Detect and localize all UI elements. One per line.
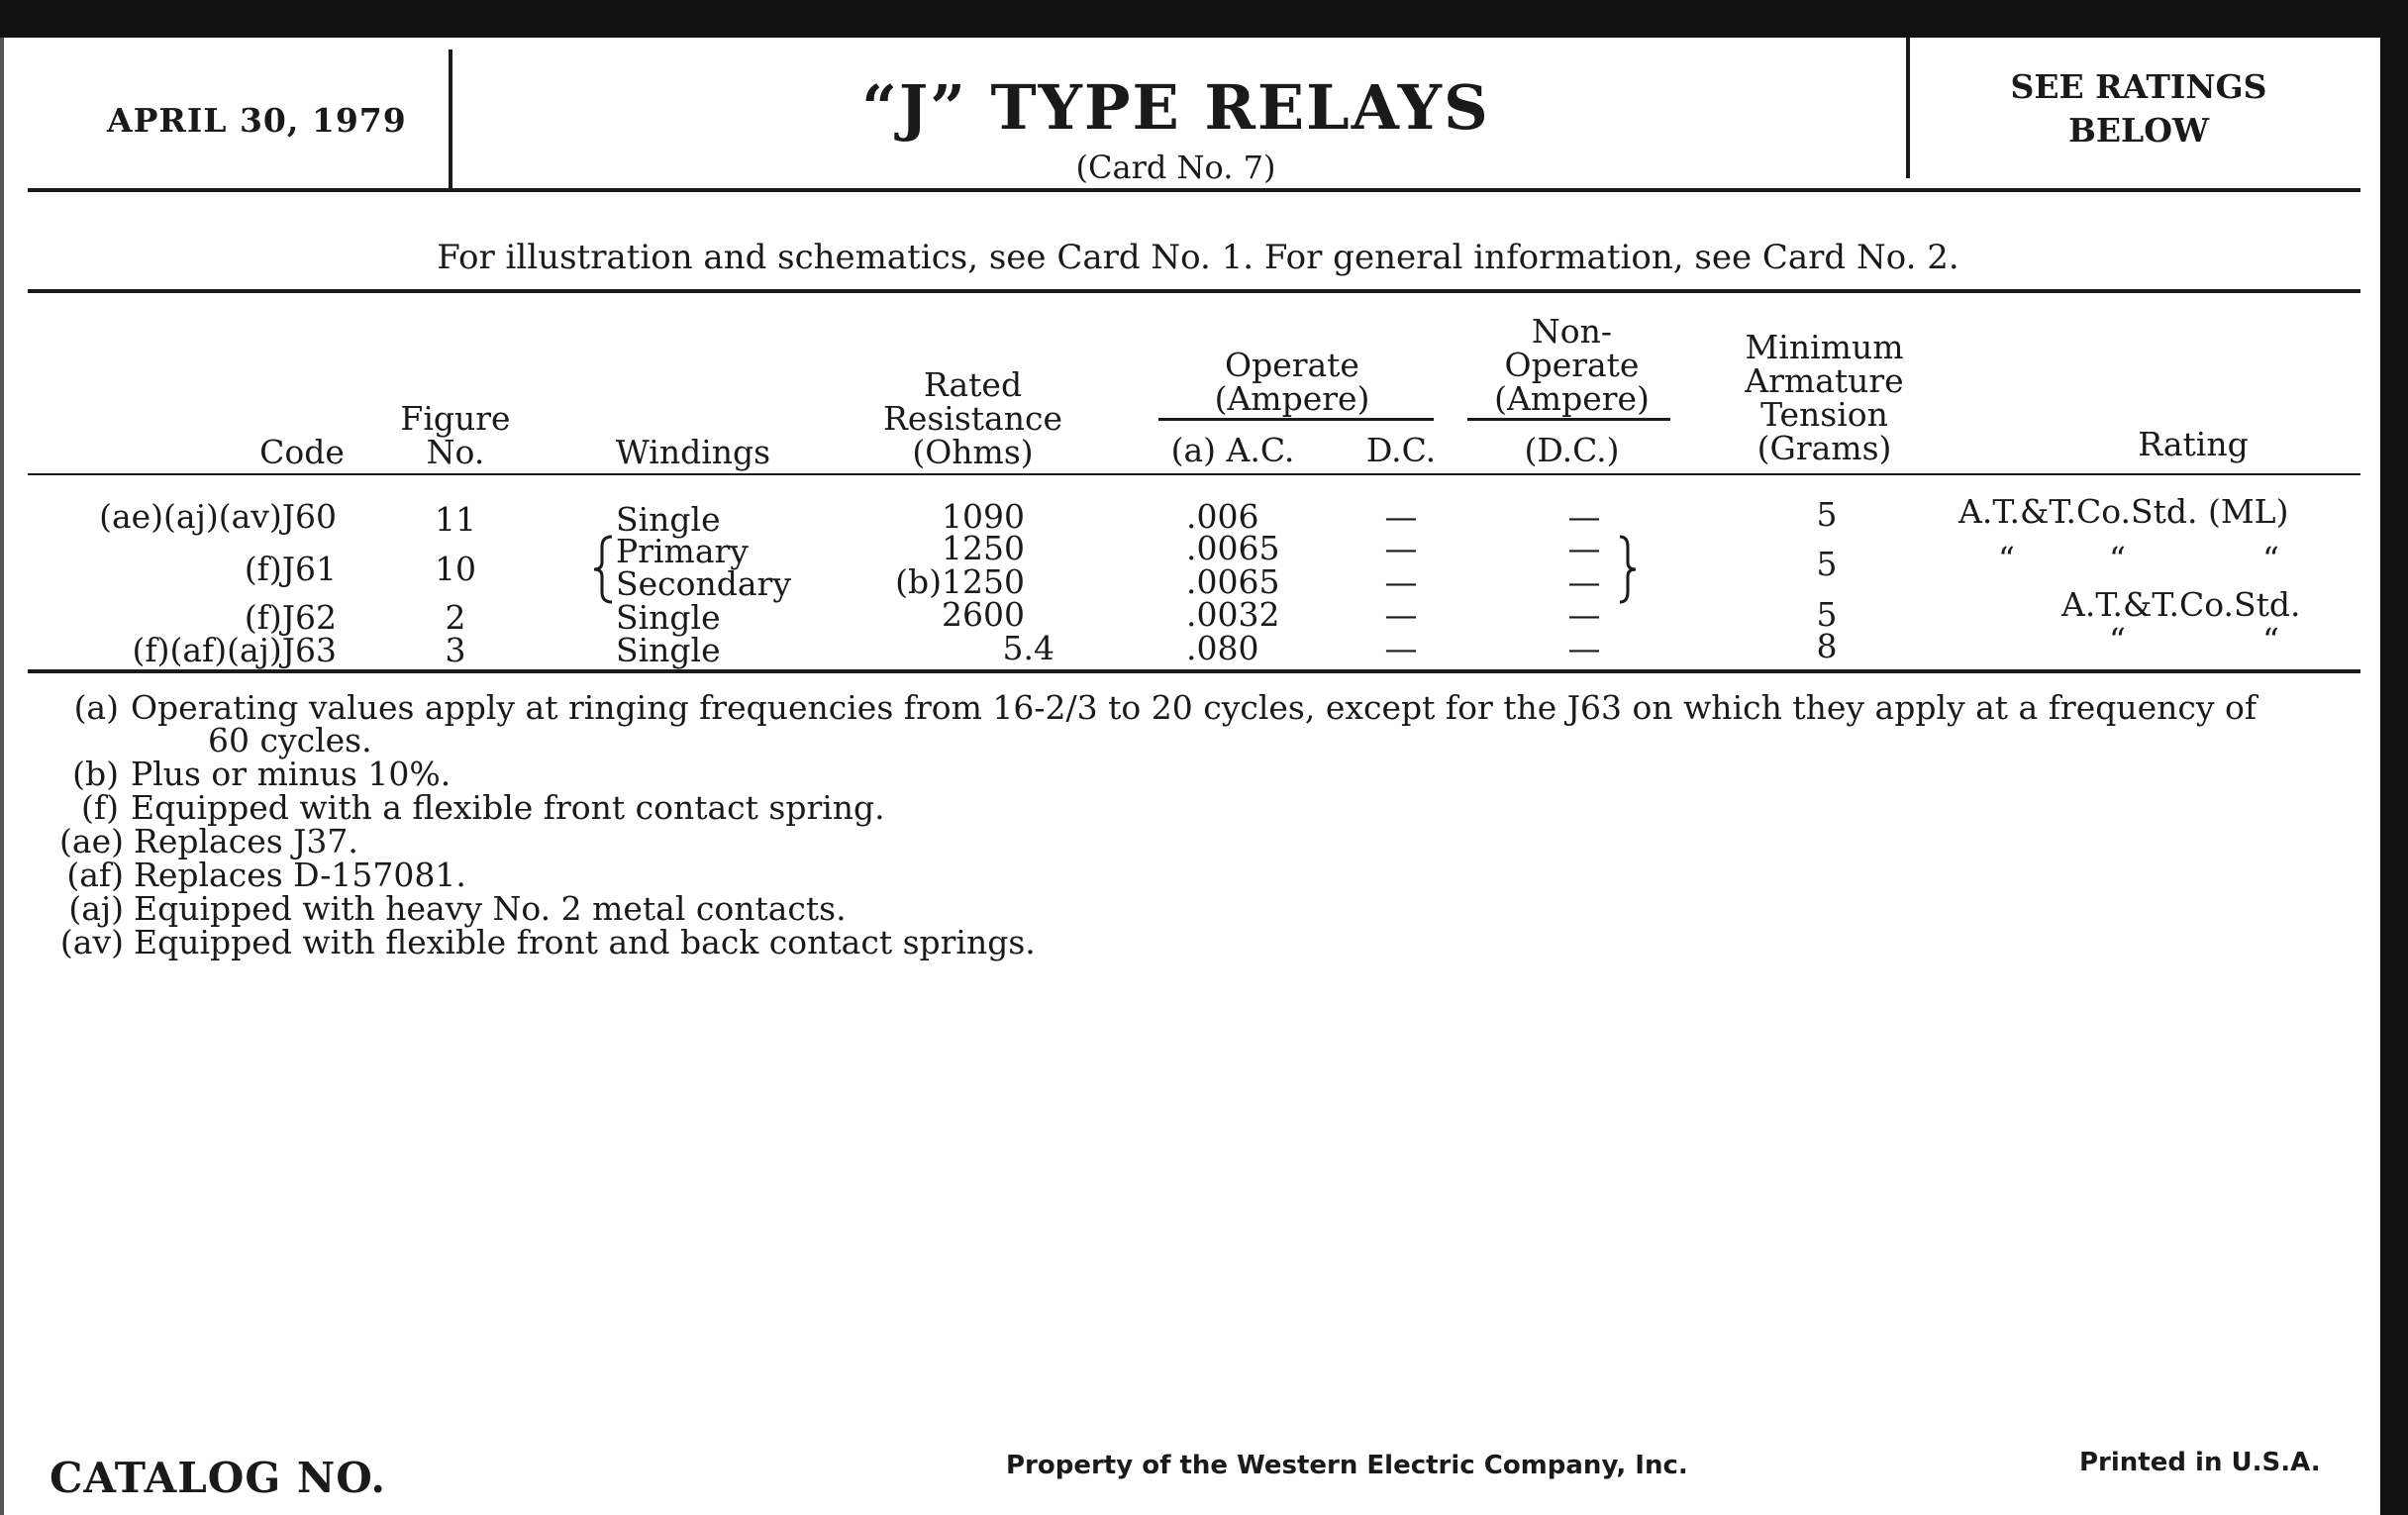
cell-non-operate: — — [1567, 497, 1601, 536]
cell-windings: Single — [616, 500, 721, 539]
col-header-non-operate-dc: (D.C.) — [1524, 431, 1620, 469]
cell-tension: 8 — [1816, 627, 1838, 665]
cell-windings: Primary — [616, 532, 749, 570]
ditto-mark: “ — [2109, 540, 2126, 578]
reference-rule — [28, 289, 2360, 293]
col-header-resistance-line-2: Resistance — [882, 399, 1062, 438]
cell-tension: 5 — [1816, 595, 1838, 634]
cell-operate-dc: — — [1384, 629, 1418, 667]
cell-operate-ac: .0065 — [1186, 562, 1280, 601]
col-header-windings: Windings — [615, 433, 771, 471]
note-key: (f) — [81, 788, 119, 827]
scan-right-border — [2380, 0, 2408, 1515]
col-header-non-operate-line-3: (Ampere) — [1494, 379, 1650, 418]
cell-operate-dc: — — [1384, 562, 1418, 601]
reference-line: For illustration and schematics, see Card No. 1. For general information, see Card No. 2. — [437, 238, 1959, 277]
cell-non-operate: — — [1567, 529, 1601, 567]
table-bottom-rule — [28, 669, 2360, 673]
note-text: Plus or minus 10%. — [131, 755, 452, 793]
cell-operate-ac: .080 — [1186, 629, 1259, 667]
cell-code: (f)J62 — [244, 598, 337, 637]
col-header-resistance-line-1: Rated — [923, 365, 1023, 404]
note-key: (aj) — [68, 889, 124, 928]
note-text: Replaces J37. — [134, 822, 358, 860]
scan-left-edge — [0, 38, 4, 1515]
card-number: (Card No. 7) — [1075, 149, 1276, 186]
ditto-mark: “ — [2109, 621, 2126, 659]
cell-resistance: 1250 — [942, 529, 1025, 567]
cell-operate-dc: — — [1384, 529, 1418, 567]
col-header-resistance — [861, 365, 1084, 471]
col-header-operate-ac: (a) A.C. — [1170, 431, 1295, 469]
printed-in-notice: Printed in U.S.A. — [2079, 1448, 2321, 1477]
cell-operate-ac: .006 — [1186, 497, 1259, 536]
col-header-tension — [1713, 328, 1936, 467]
cell-operate-ac: .0032 — [1186, 595, 1280, 634]
cell-figure: 10 — [435, 550, 476, 588]
non-operate-brace-icon — [1616, 535, 1640, 604]
cell-operate-dc: — — [1384, 497, 1418, 536]
issue-date: APRIL 30, 1979 — [107, 101, 407, 140]
cell-operate-ac: .0065 — [1186, 529, 1280, 567]
col-header-operate — [1158, 346, 1426, 418]
col-header-tension-line-2: Armature — [1745, 361, 1904, 400]
col-header-figure-line-2: No. — [426, 433, 485, 471]
cell-rating: A.T.&T.Co.Std. — [2061, 585, 2301, 624]
ditto-mark: “ — [2262, 540, 2279, 578]
note-text: Equipped with heavy No. 2 metal contacts. — [134, 889, 847, 928]
col-header-figure — [376, 399, 535, 471]
page-title: “J” TYPE RELAYS — [861, 71, 1490, 144]
cell-tension: 5 — [1816, 545, 1838, 583]
note-text: Replaces D-157081. — [134, 856, 466, 894]
cell-non-operate: — — [1567, 629, 1601, 667]
col-header-tension-line-4: (Grams) — [1756, 429, 1892, 467]
col-header-rating: Rating — [2138, 425, 2249, 463]
note-text: Equipped with a flexible front contact spring. — [131, 788, 885, 827]
cell-resistance: 5.4 — [1002, 629, 1054, 667]
cell-tension: 5 — [1816, 495, 1838, 534]
note-text: Operating values apply at ringing frequencies from 16-2/3 to 20 cycles, except for the J63 on which they apply at a frequency of — [131, 688, 2258, 727]
col-header-code: Code — [259, 433, 345, 471]
property-notice: Property of the Western Electric Company, Inc. — [1006, 1451, 1688, 1480]
header-divider-right — [1906, 38, 1910, 178]
note-key: (av) — [59, 923, 124, 961]
note-key: (b) — [72, 755, 119, 793]
scan-top-border — [0, 0, 2408, 38]
cell-windings: Single — [616, 598, 721, 637]
col-header-operate-dc: D.C. — [1365, 431, 1437, 469]
col-header-figure-line-1: Figure — [400, 399, 511, 438]
cell-code: (ae)(aj)(av)J60 — [99, 497, 337, 536]
ditto-mark: “ — [2262, 621, 2279, 659]
col-header-tension-line-1: Minimum — [1745, 328, 1904, 366]
col-header-non-operate — [1465, 312, 1678, 418]
ratings-line-2: BELOW — [2067, 111, 2210, 150]
cell-non-operate: — — [1567, 562, 1601, 601]
cell-figure: 3 — [445, 631, 466, 669]
cell-non-operate: — — [1567, 595, 1601, 634]
ditto-mark: “ — [1998, 540, 2015, 578]
cell-resistance: 2600 — [942, 595, 1025, 634]
ratings-note — [1916, 65, 2361, 152]
cell-figure: 11 — [435, 500, 476, 539]
header-rule — [28, 188, 2360, 192]
note-text-continued: 60 cycles. — [208, 721, 372, 759]
cell-code: (f)(af)(aj)J63 — [132, 631, 337, 669]
col-header-non-operate-line-2: Operate — [1504, 346, 1640, 384]
non-operate-underline — [1467, 418, 1670, 421]
col-header-operate-line-1: Operate — [1225, 346, 1359, 384]
column-header-rule — [28, 473, 2360, 475]
operate-underline — [1158, 418, 1434, 421]
cell-windings: Secondary — [616, 564, 791, 603]
winding-brace-icon — [590, 535, 618, 604]
cell-operate-dc: — — [1384, 595, 1418, 634]
note-key: (a) — [73, 688, 119, 727]
note-key: (af) — [66, 856, 124, 894]
col-header-tension-line-3: Tension — [1760, 395, 1888, 434]
note-text: Equipped with flexible front and back contact springs. — [134, 923, 1036, 961]
col-header-non-operate-line-1: Non- — [1531, 312, 1613, 351]
col-header-resistance-line-3: (Ohms) — [912, 433, 1034, 471]
col-header-operate-line-2: (Ampere) — [1214, 379, 1370, 418]
ratings-line-1: SEE RATINGS — [2010, 67, 2267, 106]
cell-code: (f)J61 — [244, 550, 337, 588]
cell-rating: A.T.&T.Co.Std. (ML) — [1958, 492, 2289, 531]
catalog-number-label: CATALOG NO. — [50, 1454, 387, 1502]
cell-windings: Single — [616, 631, 721, 669]
cell-resistance: 1090 — [942, 497, 1025, 536]
cell-figure: 2 — [445, 598, 466, 637]
note-key: (ae) — [59, 822, 124, 860]
cell-resistance: (b)1250 — [895, 562, 1025, 601]
